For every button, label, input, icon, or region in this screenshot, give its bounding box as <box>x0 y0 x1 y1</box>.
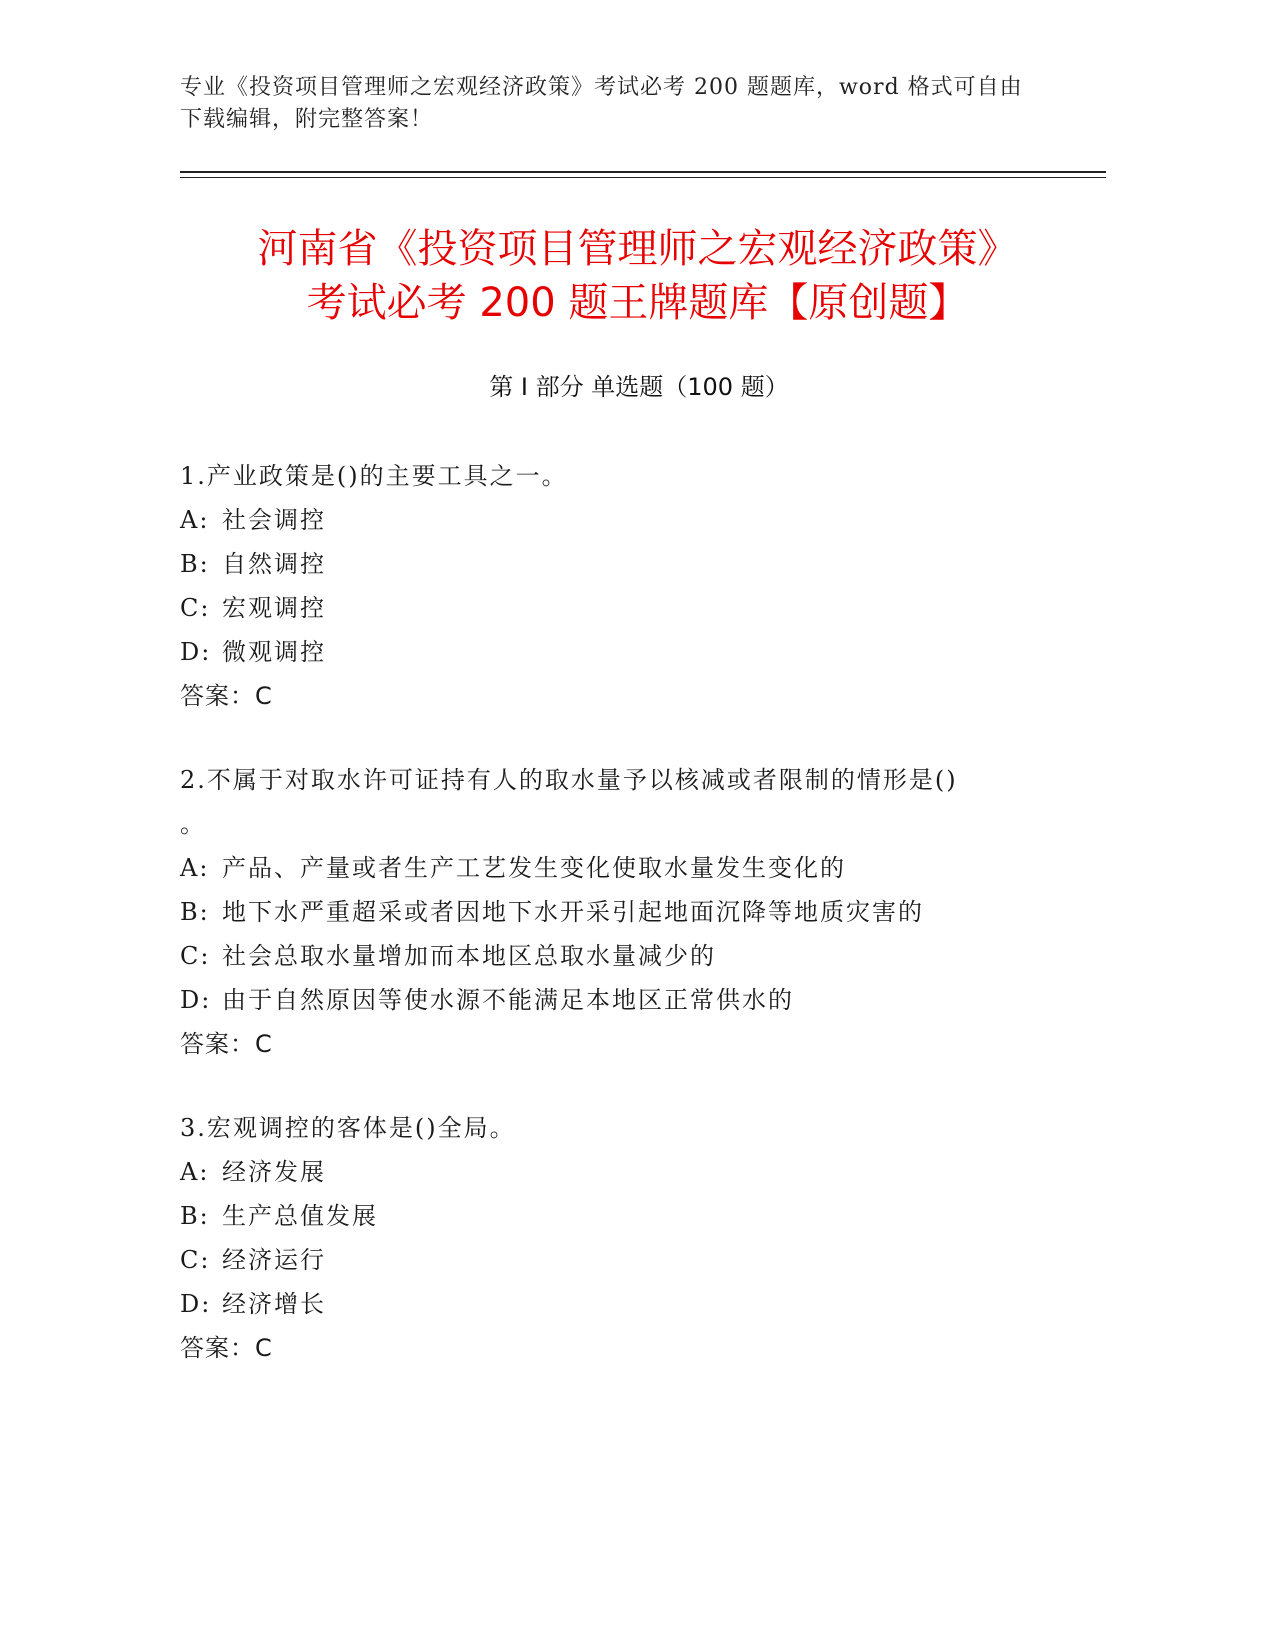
option-text: 产品、产量或者生产工艺发生变化使取水量发生变化的 <box>222 854 846 882</box>
header-note <box>180 72 1080 136</box>
option-b <box>180 890 1040 934</box>
option-letter: D: <box>180 638 212 666</box>
question-item <box>180 454 1040 718</box>
question-stem: 2.不属于对取水许可证持有人的取水量予以核减或者限制的情形是() <box>180 766 958 794</box>
answer-line: 答案：C <box>180 1334 273 1362</box>
section-heading: 第 I 部分 单选题（100 题） <box>489 373 789 401</box>
option-d <box>180 978 1040 1022</box>
option-letter: B: <box>180 898 210 926</box>
header-divider-thick <box>180 171 1106 173</box>
option-letter: C: <box>180 1246 211 1274</box>
option-letter: A: <box>180 854 210 882</box>
option-letter: D: <box>180 1290 212 1318</box>
option-text: 地下水严重超采或者因地下水开采引起地面沉降等地质灾害的 <box>222 898 924 926</box>
option-text: 经济增长 <box>222 1290 326 1318</box>
question-stem-continuation: 。 <box>180 810 206 838</box>
option-letter: C: <box>180 942 211 970</box>
option-text: 社会调控 <box>222 506 326 534</box>
option-text: 宏观调控 <box>222 594 326 622</box>
option-text: 由于自然原因等使水源不能满足本地区正常供水的 <box>222 986 794 1014</box>
option-d <box>180 630 1040 674</box>
option-letter: B: <box>180 1202 210 1230</box>
option-text: 微观调控 <box>222 638 326 666</box>
option-b <box>180 1194 1040 1238</box>
header-divider-thin <box>180 177 1106 178</box>
option-text: 自然调控 <box>222 550 326 578</box>
header-note-line-2: 下载编辑，附完整答案！ <box>180 107 434 132</box>
document-title-line-2: 考试必考 200 题王牌题库【原创题】 <box>306 280 969 326</box>
option-letter: D: <box>180 986 212 1014</box>
option-d <box>180 1282 1040 1326</box>
option-letter: A: <box>180 1158 210 1186</box>
option-a <box>180 846 1040 890</box>
option-c <box>180 1238 1040 1282</box>
question-item <box>180 758 1040 1066</box>
option-text: 生产总值发展 <box>222 1202 378 1230</box>
option-b <box>180 542 1040 586</box>
question-stem: 1.产业政策是()的主要工具之一。 <box>180 462 568 490</box>
question-item <box>180 1106 1040 1370</box>
option-text: 经济运行 <box>222 1246 326 1274</box>
option-letter: A: <box>180 506 210 534</box>
option-letter: C: <box>180 594 211 622</box>
option-c <box>180 586 1040 630</box>
option-c <box>180 934 1040 978</box>
option-a <box>180 1150 1040 1194</box>
header-note-line-1: 专业《投资项目管理师之宏观经济政策》考试必考 200 题题库，word 格式可自由 <box>180 75 1023 100</box>
option-a <box>180 498 1040 542</box>
option-text: 经济发展 <box>222 1158 326 1186</box>
document-title <box>120 222 1155 330</box>
option-text: 社会总取水量增加而本地区总取水量减少的 <box>222 942 716 970</box>
answer-line: 答案：C <box>180 1030 273 1058</box>
document-title-line-1: 河南省《投资项目管理师之宏观经济政策》 <box>257 226 1018 272</box>
option-letter: B: <box>180 550 210 578</box>
answer-line: 答案：C <box>180 682 273 710</box>
question-stem: 3.宏观调控的客体是()全局。 <box>180 1114 516 1142</box>
